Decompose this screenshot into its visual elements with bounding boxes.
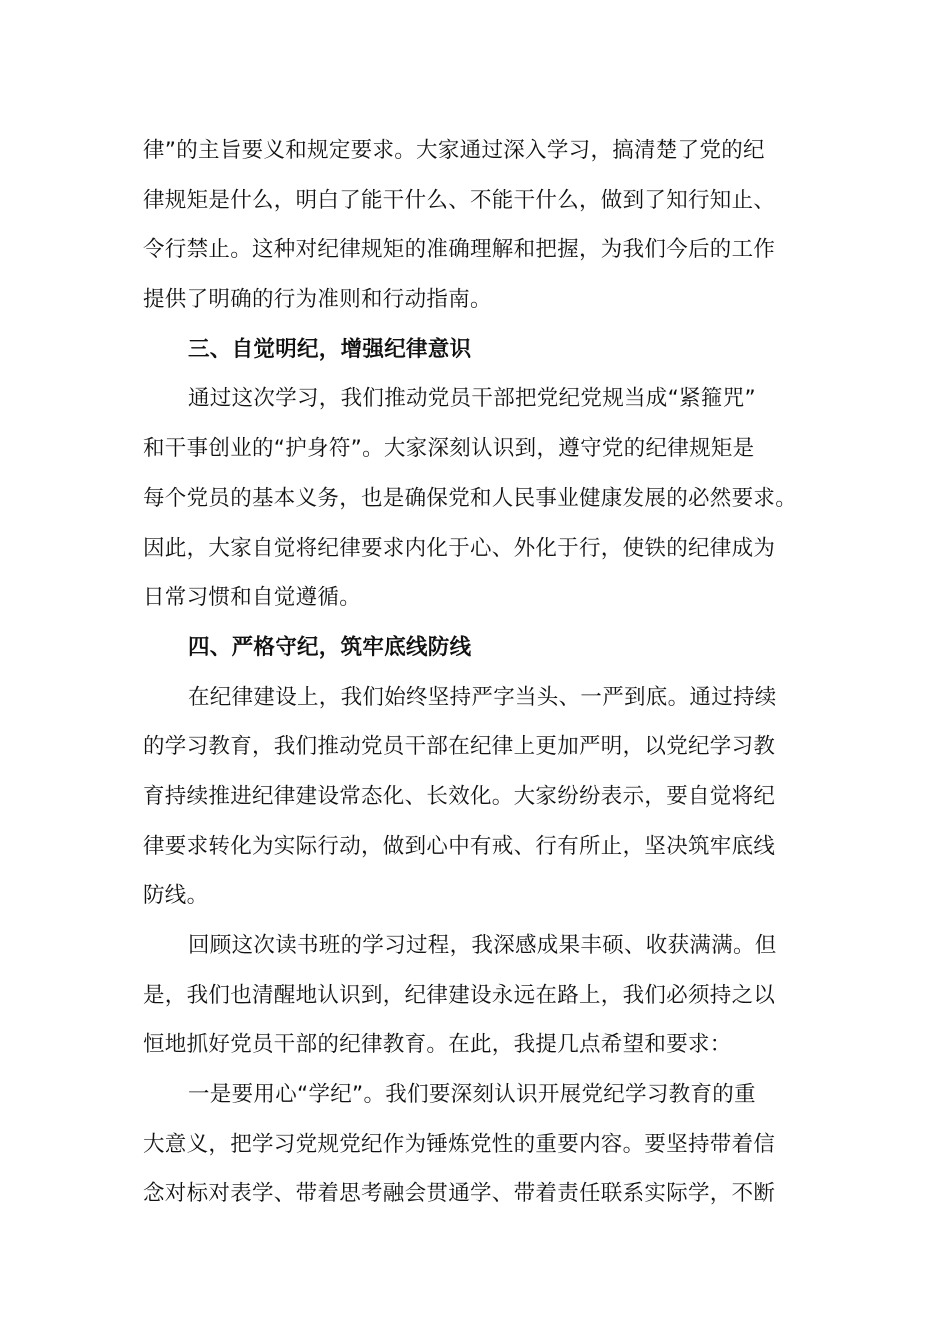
section-heading-4: 四、严格守纪，筑牢底线防线: [188, 634, 472, 660]
section-heading-3: 三、自觉明纪，增强纪律意识: [188, 336, 472, 362]
text-line: 提供了明确的行为准则和行动指南。: [143, 287, 492, 313]
text-line: 律”的主旨要义和规定要求。大家通过深入学习，搞清楚了党的纪: [143, 138, 765, 163]
paragraph-first-line: 回顾这次读书班的学习过程，我深感成果丰硕、收获满满。但: [188, 933, 777, 958]
text-line: 令行禁止。这种对纪律规矩的准确理解和把握，为我们今后的工作: [143, 237, 776, 263]
text-line: 是，我们也清醒地认识到，纪律建设永远在路上，我们必须持之以: [143, 982, 776, 1008]
text-line: 的学习教育，我们推动党员干部在纪律上更加严明，以党纪学习教: [143, 734, 776, 760]
text-line: 因此，大家自觉将纪律要求内化于心、外化于行，使铁的纪律成为: [143, 535, 776, 561]
text-line: 念对标对表学、带着思考融会贯通学、带着责任联系实际学，不断: [143, 1181, 776, 1207]
paragraph-first-line: 通过这次学习，我们推动党员干部把党纪党规当成“紧箍咒”: [188, 386, 756, 412]
text-line: 育持续推进纪律建设常态化、长效化。大家纷纷表示，要自觉将纪: [143, 783, 776, 809]
text-line: 日常习惯和自觉遵循。: [143, 585, 362, 611]
text-line: 恒地抓好党员干部的纪律教育。在此，我提几点希望和要求：: [143, 1032, 732, 1058]
document-body: [143, 126, 823, 1219]
text-line: 律规矩是什么，明白了能干什么、不能干什么，做到了知行知止、: [143, 187, 776, 213]
text-line: 和干事创业的“护身符”。大家深刻认识到，遵守党的纪律规矩是: [143, 436, 755, 462]
paragraph-first-line: 一是要用心“学纪”。我们要深刻认识开展党纪学习教育的重: [188, 1082, 756, 1108]
text-line: 大意义，把学习党规党纪作为锤炼党性的重要内容。要坚持带着信: [143, 1131, 776, 1157]
text-line: 律要求转化为实际行动，做到心中有戒、行有所止，坚决筑牢底线: [143, 833, 776, 859]
text-line: 防线。: [143, 883, 209, 909]
paragraph-first-line: 在纪律建设上，我们始终坚持严字当头、一严到底。通过持续: [188, 684, 777, 710]
text-line: 每个党员的基本义务，也是确保党和人民事业健康发展的必然要求。: [143, 485, 798, 511]
